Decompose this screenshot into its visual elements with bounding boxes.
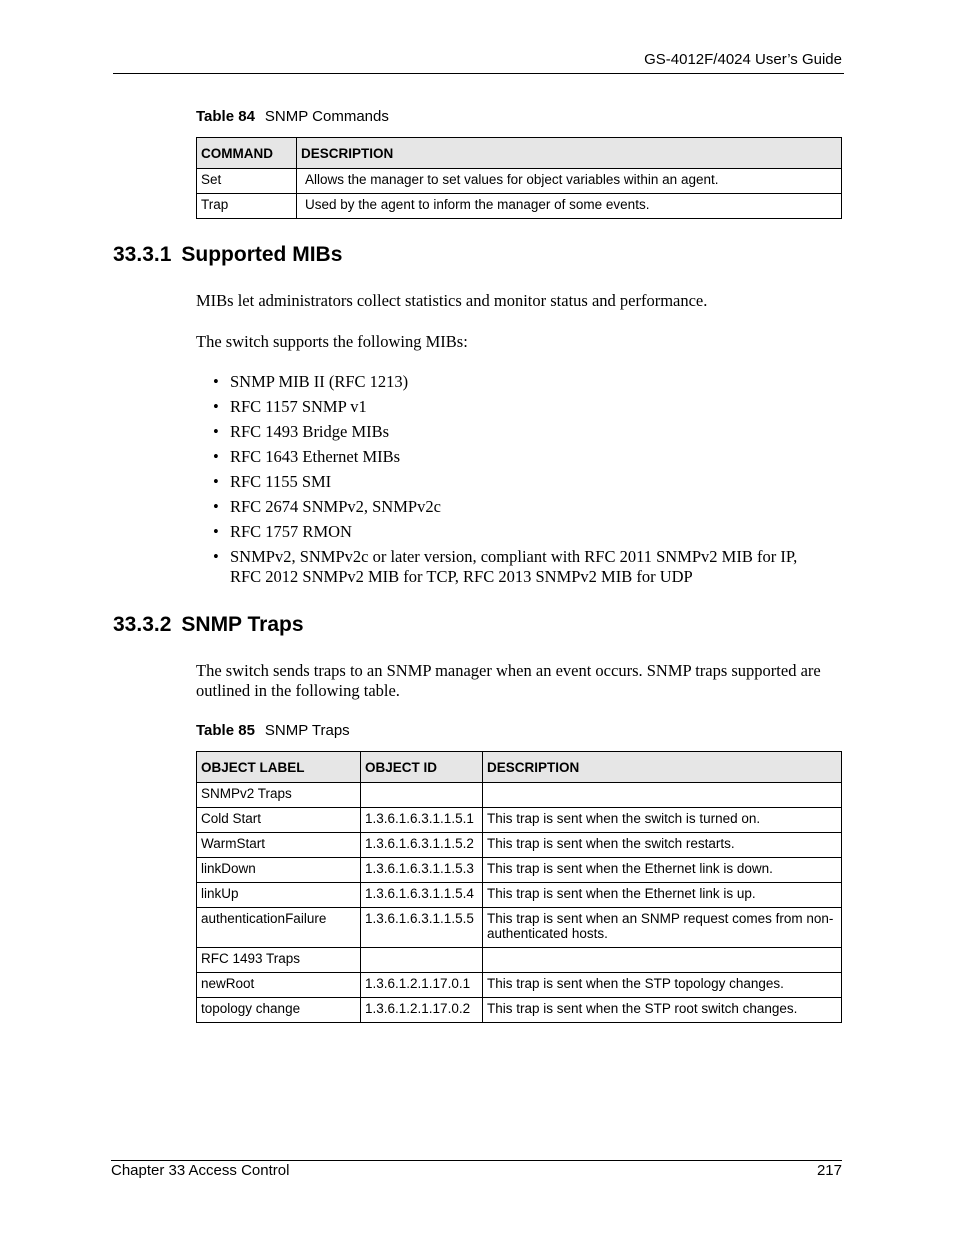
table-cell: 1.3.6.1.6.3.1.1.5.4: [361, 883, 483, 908]
table-cell: This trap is sent when the STP root switch changes.: [483, 998, 842, 1023]
bullet-icon: •: [213, 372, 219, 391]
section-heading-snmp-traps: [113, 613, 304, 637]
table-cell: Cold Start: [197, 808, 361, 833]
header-rule: [113, 73, 844, 74]
list-item-text: SNMP MIB II (RFC 1213): [230, 372, 409, 391]
list-item: [213, 397, 853, 417]
list-item: [213, 547, 853, 587]
list-item-text: RFC 2674 SNMPv2, SNMPv2c: [230, 497, 441, 516]
table-row: [197, 973, 842, 998]
guide-title: GS-4012F/4024 User’s Guide: [644, 51, 842, 68]
table-cell: [361, 783, 483, 808]
table-row: [197, 998, 842, 1023]
table-cell: Allows the manager to set values for object variables within an agent.: [297, 169, 842, 194]
section-title: SNMP Traps: [181, 613, 304, 636]
table-cell: This trap is sent when the Ethernet link is down.: [483, 858, 842, 883]
bullet-icon: •: [213, 497, 219, 516]
table-header-row: [197, 138, 842, 169]
section-number: 33.3.2: [113, 613, 172, 636]
column-header: DESCRIPTION: [297, 138, 842, 169]
list-item-text: SNMPv2, SNMPv2c or later version, compliant with RFC 2011 SNMPv2 MIB for IP, RFC 2012 SNMPv2 MIB for TCP, RFC 2013 SNMPv2 MIB for UDP: [230, 547, 798, 586]
table-cell: topology change: [197, 998, 361, 1023]
table84-caption: [196, 108, 389, 125]
column-header: COMMAND: [197, 138, 297, 169]
mib-list: [213, 372, 853, 592]
table-cell: linkUp: [197, 883, 361, 908]
table-row: [197, 833, 842, 858]
table-cell: authenticationFailure: [197, 908, 361, 948]
section-number: 33.3.1: [113, 243, 172, 266]
table-cell: This trap is sent when the Ethernet link is up.: [483, 883, 842, 908]
bullet-icon: •: [213, 447, 219, 466]
table-row: [197, 908, 842, 948]
snmp-traps-table: [196, 751, 842, 1023]
table-cell: RFC 1493 Traps: [197, 948, 361, 973]
list-item: [213, 472, 853, 492]
section-heading-supported-mibs: [113, 243, 342, 267]
table-row: [197, 783, 842, 808]
bullet-icon: •: [213, 422, 219, 441]
list-item: [213, 422, 853, 442]
table-row: [197, 194, 842, 219]
table-row: [197, 858, 842, 883]
paragraph: The switch sends traps to an SNMP manager when an event occurs. SNMP traps supported are outlined in the following table.: [196, 661, 821, 700]
table-cell: 1.3.6.1.6.3.1.1.5.5: [361, 908, 483, 948]
table-cell: 1.3.6.1.6.3.1.1.5.2: [361, 833, 483, 858]
list-item: [213, 497, 853, 517]
table-cell: [361, 948, 483, 973]
table-cell: This trap is sent when an SNMP request comes from non-authenticated hosts.: [483, 908, 842, 948]
bullet-icon: •: [213, 397, 219, 416]
table-row: [197, 808, 842, 833]
table-cell: This trap is sent when the switch restarts.: [483, 833, 842, 858]
table-cell: linkDown: [197, 858, 361, 883]
table-cell: [483, 783, 842, 808]
table-cell: 1.3.6.1.2.1.17.0.2: [361, 998, 483, 1023]
column-header: OBJECT LABEL: [197, 752, 361, 783]
bullet-icon: •: [213, 547, 219, 566]
table84-caption-title: SNMP Commands: [264, 108, 389, 125]
table-cell: This trap is sent when the switch is turned on.: [483, 808, 842, 833]
table-row: [197, 948, 842, 973]
table-cell: Used by the agent to inform the manager of some events.: [297, 194, 842, 219]
footer-rule: [111, 1160, 842, 1161]
table-cell: newRoot: [197, 973, 361, 998]
column-header: DESCRIPTION: [483, 752, 842, 783]
section-title: Supported MIBs: [181, 243, 343, 266]
bullet-icon: •: [213, 522, 219, 541]
table-cell: Set: [197, 169, 297, 194]
paragraph: MIBs let administrators collect statistics and monitor status and performance.: [196, 291, 708, 310]
list-item-text: RFC 1493 Bridge MIBs: [230, 422, 390, 441]
table-cell: WarmStart: [197, 833, 361, 858]
table-cell: This trap is sent when the STP topology changes.: [483, 973, 842, 998]
list-item: [213, 447, 853, 467]
list-item: [213, 522, 853, 542]
table-cell: 1.3.6.1.6.3.1.1.5.3: [361, 858, 483, 883]
list-item-text: RFC 1155 SMI: [230, 472, 332, 491]
list-item-text: RFC 1643 Ethernet MIBs: [230, 447, 401, 466]
list-item-text: RFC 1757 RMON: [230, 522, 352, 541]
table85-caption-title: SNMP Traps: [264, 722, 350, 739]
bullet-icon: •: [213, 472, 219, 491]
table85-caption: [196, 722, 350, 739]
table-row: [197, 883, 842, 908]
table85-caption-label: Table 85: [196, 722, 255, 739]
footer-chapter: Chapter 33 Access Control: [111, 1162, 290, 1179]
paragraph: The switch supports the following MIBs:: [196, 332, 468, 351]
table-header-row: [197, 752, 842, 783]
table-cell: SNMPv2 Traps: [197, 783, 361, 808]
snmp-commands-table: [196, 137, 842, 219]
table-cell: [483, 948, 842, 973]
table-cell: 1.3.6.1.2.1.17.0.1: [361, 973, 483, 998]
table-cell: Trap: [197, 194, 297, 219]
table84-caption-label: Table 84: [196, 108, 255, 125]
table-cell: 1.3.6.1.6.3.1.1.5.1: [361, 808, 483, 833]
list-item: [213, 372, 853, 392]
list-item-text: RFC 1157 SNMP v1: [230, 397, 367, 416]
page-number: 217: [816, 1162, 842, 1179]
table-row: [197, 169, 842, 194]
column-header: OBJECT ID: [361, 752, 483, 783]
